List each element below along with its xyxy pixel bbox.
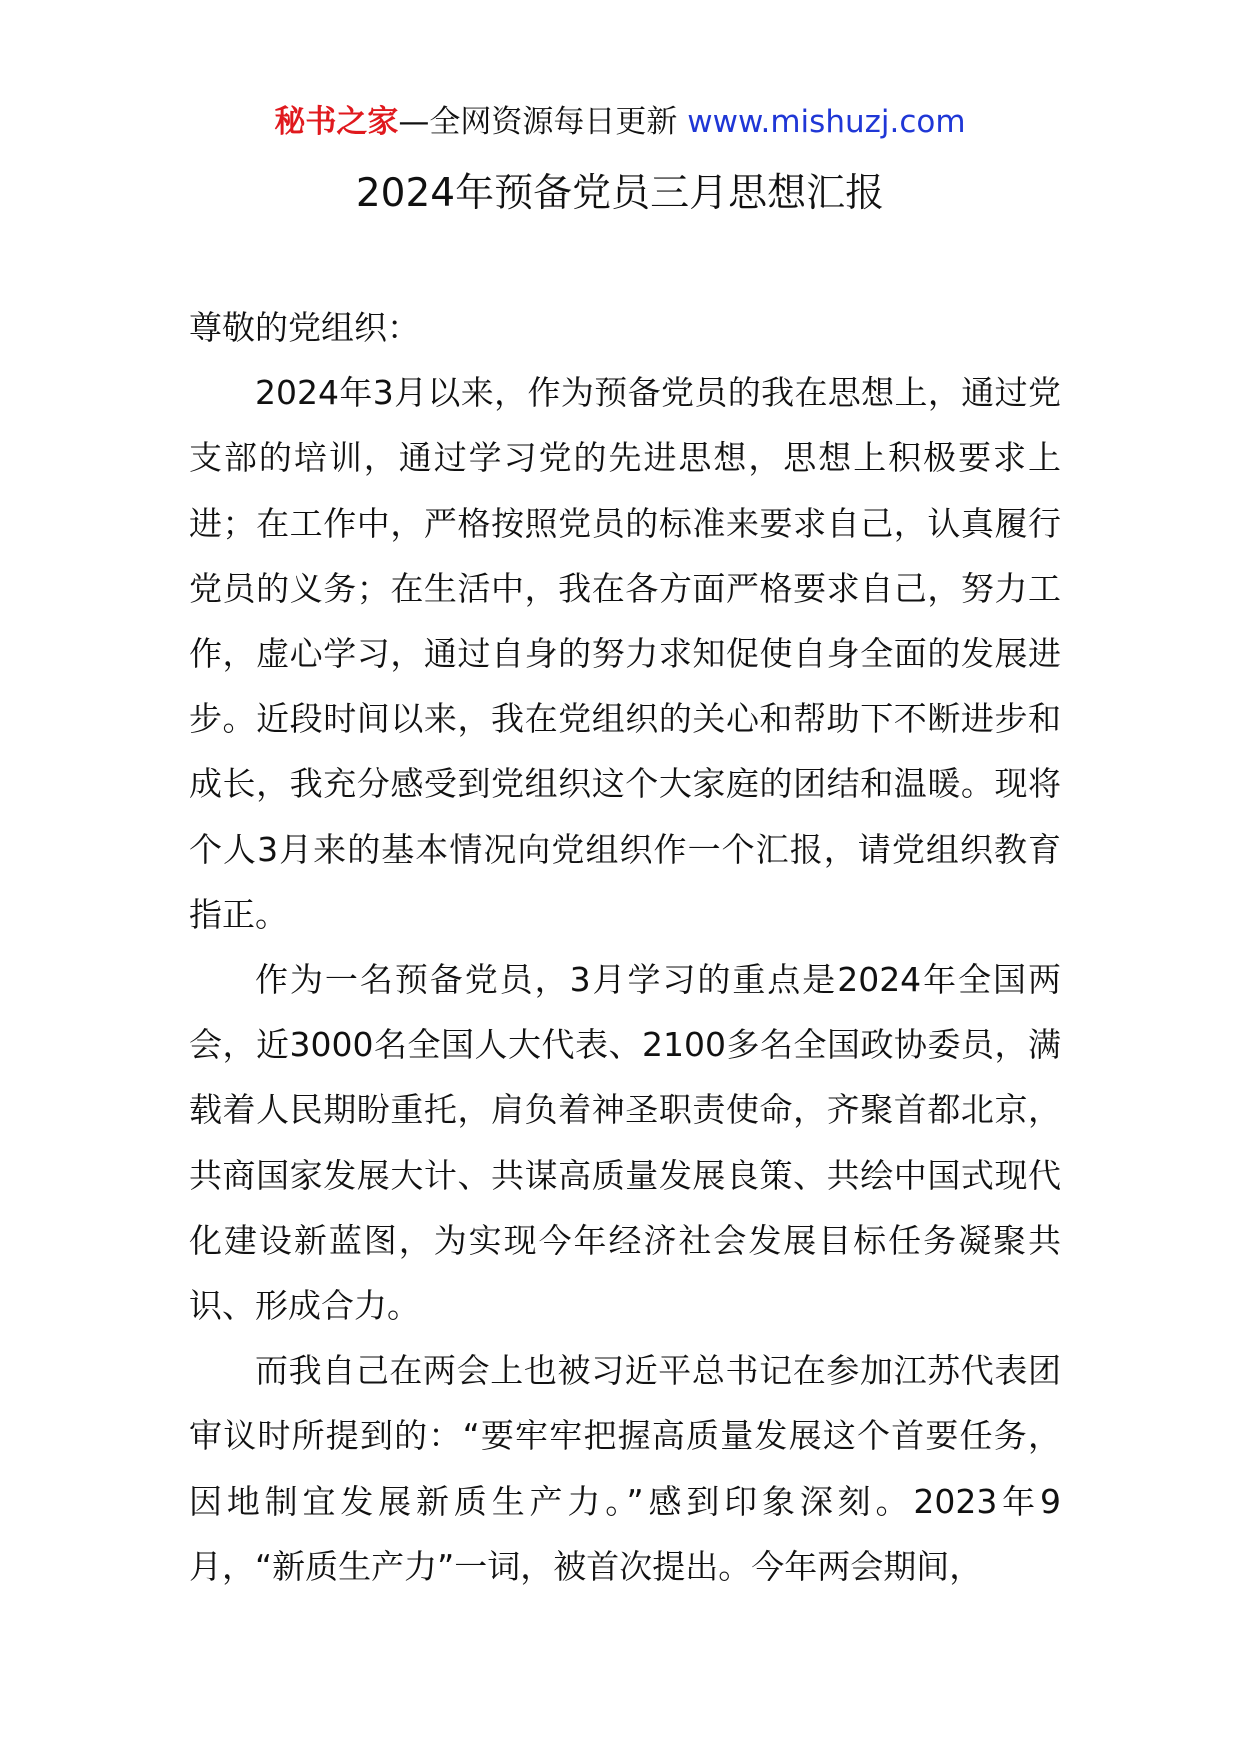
paragraph-2: 作为一名预备党员，3月学习的重点是2024年全国两会，近3000名全国人大代表、2100多名全国政协委员，满载着人民期盼重托，肩负着神圣职责使命，齐聚首都北京，共商国家发展大计、共谋高质量发展良策、共绘中国式现代化建设新蓝图，为实现今年经济社会发展目标任务凝聚共识、形成合力。 xyxy=(189,960,1061,1326)
site-header xyxy=(0,100,1240,144)
salutation: 尊敬的党组织： xyxy=(189,308,420,347)
document-body xyxy=(189,295,1061,1599)
paragraph-1: 2024年3月以来，作为预备党员的我在思想上，通过党支部的培训，通过学习党的先进思想，思想上积极要求上进；在工作中，严格按照党员的标准来要求自己，认真履行党员的义务；在生活中，我在各方面严格要求自己，努力工作，虚心学习，通过自身的努力求知促使自身全面的发展进步。近段时间以来，我在党组织的关心和帮助下不断进步和成长，我充分感受到党组织这个大家庭的团结和温暖。现将个人3月来的基本情况向党组织作一个汇报，请党组织教育指正。 xyxy=(189,373,1061,934)
document-title: 2024年预备党员三月思想汇报 xyxy=(355,171,885,216)
website-link[interactable]: www.mishuzj.com xyxy=(687,104,966,140)
paragraph-3: 而我自己在两会上也被习近平总书记在参加江苏代表团审议时所提到的：“要牢牢把握高质量发展这个首要任务，因地制宜发展新质生产力。”感到印象深刻。2023年9月，“新质生产力”一词，被首次提出。今年两会期间， xyxy=(189,1351,1061,1586)
brand-name: 秘书之家 xyxy=(274,104,399,140)
header-tagline: —全网资源每日更新 xyxy=(398,104,678,140)
